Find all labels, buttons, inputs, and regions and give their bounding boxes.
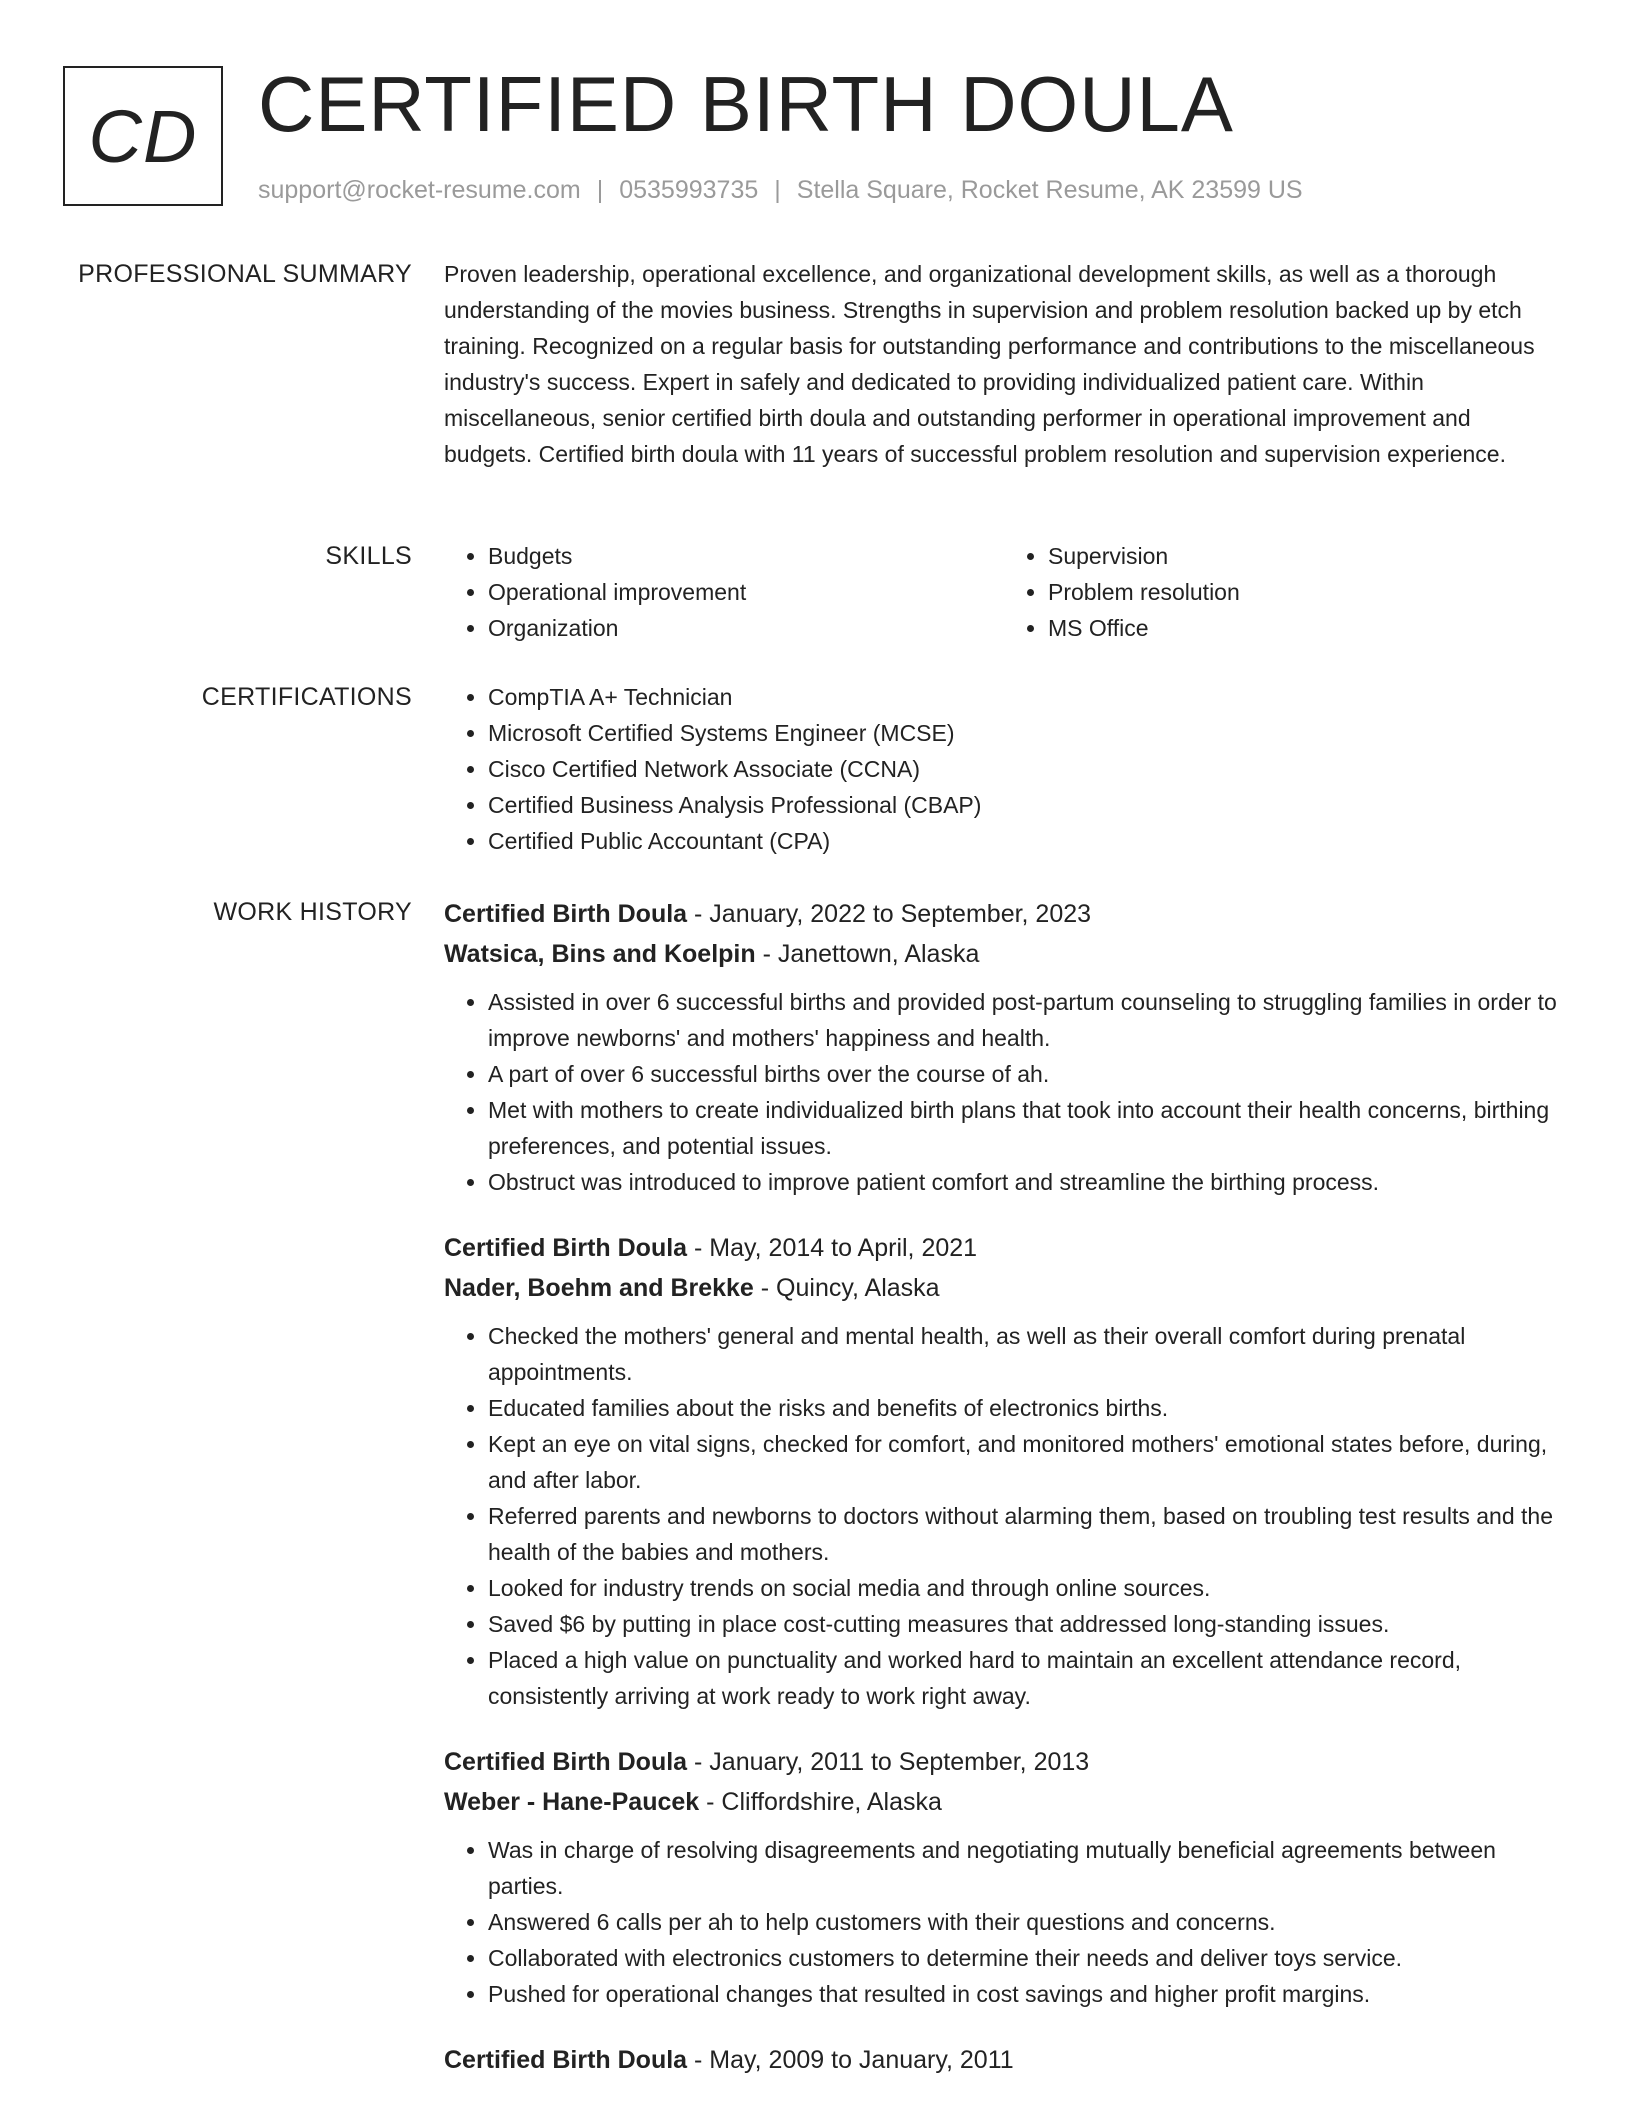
job-duty-item: • Saved $6 by putting in place cost-cutting measures that addressed long-standing issues. [488,1606,1564,1642]
monogram-badge [63,66,223,206]
certification-item: • CompTIA A+ Technician [488,679,1564,715]
job-entry [444,2040,1564,2080]
job-duty-item: • Placed a high value on punctuality and worked hard to maintain an excellent attendance record, consistently arriving at work ready to work right away. [488,1642,1564,1714]
skills-body [444,538,1564,646]
job-duties-list [444,1318,1564,1714]
certifications-heading: CERTIFICATIONS [201,683,412,711]
job-company: Weber - Hane-Paucek [444,1788,700,1816]
job-duty-item: • Looked for industry trends on social media and through online sources. [488,1570,1564,1606]
certification-item: • Certified Public Accountant (CPA) [488,823,1564,859]
contact-address: Stella Square, Rocket Resume, AK 23599 US [796,176,1303,204]
work-history-heading: WORK HISTORY [213,898,412,926]
contact-email[interactable]: support@rocket-resume.com [258,176,581,204]
contact-separator: | [774,176,781,204]
job-dates: - May, 2014 to April, 2021 [687,1234,978,1262]
job-dates: - January, 2022 to September, 2023 [687,900,1092,928]
job-location: - Janettown, Alaska [755,940,980,968]
job-duty-item: • Was in charge of resolving disagreements and negotiating mutually beneficial agreements between parties. [488,1832,1564,1904]
certifications-list [444,679,1564,859]
job-title: Certified Birth Doula [444,2046,688,2074]
job-entry [444,1228,1564,1714]
contact-separator: | [596,176,604,204]
job-duty-item: • Referred parents and newborns to doctors without alarming them, based on troubling test results and the health of the babies and mothers. [488,1498,1564,1570]
job-title: Certified Birth Doula [444,1748,688,1776]
skill-item: • Organization [488,610,1004,646]
job-entry [444,1742,1564,2012]
job-duties-list [444,984,1564,1200]
job-location: - Cliffordshire, Alaska [699,1788,942,1816]
job-company: Watsica, Bins and Koelpin [444,940,756,968]
job-duty-item: • A part of over 6 successful births over the course of ah. [488,1056,1564,1092]
work-history-body [444,894,1564,2080]
contact-phone[interactable]: 0535993735 [619,176,759,204]
job-duty-item: • Checked the mothers' general and mental health, as well as their overall comfort during prenatal appointments. [488,1318,1564,1390]
monogram-initials: CD [88,94,198,178]
skill-item: • Budgets [488,538,1004,574]
job-title-line [444,1742,1564,1782]
skills-heading: SKILLS [325,542,412,570]
job-duty-item: • Obstruct was introduced to improve patient comfort and streamline the birthing process. [488,1164,1564,1200]
job-dates: - May, 2009 to January, 2011 [687,2046,1014,2074]
skill-item: • Problem resolution [1048,574,1564,610]
certifications-body [444,679,1564,859]
skills-list-right [1004,538,1564,646]
job-duty-item: • Kept an eye on vital signs, checked for comfort, and monitored mothers' emotional states before, during, and after labor. [488,1426,1564,1498]
summary-text: Proven leadership, operational excellence, and organizational development skills, as well as a thorough understanding of the movies business. Strengths in supervision and problem resolution backed up by etch training. Recognized on a regular basis for outstanding performance and contributions to the miscellaneous industry's success. Expert in safely and dedicated to providing individualized patient care. Within miscellaneous, senior certified birth doula and outstanding performer in operational improvement and budgets. Certified birth doula with 11 years of successful problem resolution and supervision experience. [444,261,1535,467]
job-title: Certified Birth Doula [444,1234,688,1262]
job-company-line [444,934,1564,974]
certification-item: • Cisco Certified Network Associate (CCNA) [488,751,1564,787]
job-entry [444,894,1564,1200]
skill-item: • MS Office [1048,610,1564,646]
job-duty-item: • Educated families about the risks and benefits of electronics births. [488,1390,1564,1426]
job-dates: - January, 2011 to September, 2013 [687,1748,1090,1776]
summary-heading: PROFESSIONAL SUMMARY [78,260,412,288]
job-title: Certified Birth Doula [444,900,688,928]
job-location: - Quincy, Alaska [753,1274,940,1302]
summary-body [444,256,1564,472]
skill-item: • Operational improvement [488,574,1004,610]
job-duty-item: • Answered 6 calls per ah to help customers with their questions and concerns. [488,1904,1564,1940]
job-duty-item: • Pushed for operational changes that resulted in cost savings and higher profit margins. [488,1976,1564,2012]
job-duties-list [444,1832,1564,2012]
job-duty-item: • Assisted in over 6 successful births and provided post-partum counseling to struggling families in order to improve newborns' and mothers' happiness and health. [488,984,1564,1056]
certification-item: • Microsoft Certified Systems Engineer (MCSE) [488,715,1564,751]
job-company: Nader, Boehm and Brekke [444,1274,754,1302]
job-duty-item: • Met with mothers to create individualized birth plans that took into account their health concerns, birthing preferences, and potential issues. [488,1092,1564,1164]
job-title-line [444,894,1564,934]
job-duty-item: • Collaborated with electronics customers to determine their needs and deliver toys service. [488,1940,1564,1976]
skills-list-left [444,538,1004,646]
skill-item: • Supervision [1048,538,1564,574]
certification-item: • Certified Business Analysis Professional (CBAP) [488,787,1564,823]
job-title-line [444,2040,1564,2080]
job-company-line [444,1782,1564,1822]
job-company-line [444,1268,1564,1308]
contact-line [258,174,1303,206]
resume-name-title: CERTIFIED BIRTH DOULA [258,60,1234,148]
job-title-line [444,1228,1564,1268]
